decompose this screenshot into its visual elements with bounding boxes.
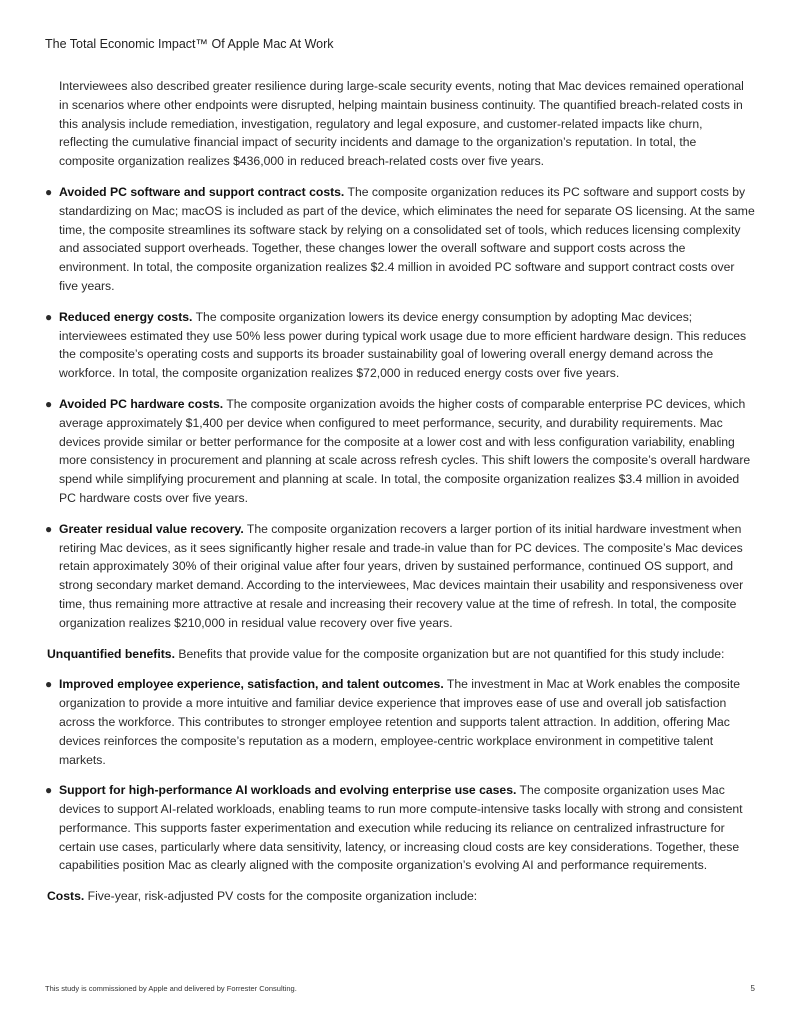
item-title: Greater residual value recovery.	[59, 521, 244, 536]
list-item	[45, 183, 755, 296]
item-text: The composite organization avoids the higher costs of comparable enterprise PC devices, which average approximately $1,400 per device when configured to meet performance, security, and durability requirements. Mac devices provide similar or better performance for the composite at a lower cost and with less configuration variability, enabling more consistency in procurement and planning at scale across refresh cycles. This shift lowers the composite’s overall hardware spend while simplifying procurement and planning at scale. In total, the composite organization realizes $3.4 million in avoided PC hardware costs over five years.	[59, 396, 751, 505]
bullet-icon: ●	[45, 677, 53, 692]
bullet-icon: ●	[45, 783, 53, 798]
bullet-icon: ●	[45, 309, 53, 324]
section-text: Five-year, risk-adjusted PV costs for the composite organization include:	[87, 889, 478, 904]
section-label: Costs.	[47, 889, 85, 904]
item-text: The composite organization recovers a larger portion of its initial hardware investment when retiring Mac devices, as it sees significantly higher resale and trade-in value than for PC devices. The composite’s Mac devices retain approximately 30% of their original value after four years, driven by sustained performance, continued OS support, and strong secondary market demand. According to the interviewees, Mac devices maintain their usability and responsiveness over time, thus remaining more attractive at resale and increasing their recovery value at the time of refresh. In total, the composite organization realizes $210,000 in residual value recovery over five years.	[59, 521, 744, 630]
item-title: Avoided PC software and support contract costs.	[59, 184, 345, 199]
item-title: Reduced energy costs.	[59, 309, 193, 324]
item-title: Avoided PC hardware costs.	[59, 396, 224, 411]
page-footer	[45, 984, 755, 993]
quantified-benefits-list	[45, 183, 755, 633]
running-header: The Total Economic Impact™ Of Apple Mac At Work	[45, 37, 334, 51]
item-text: The composite organization lowers its device energy consumption by adopting Mac devices; interviewees estimated they use 50% less power during typical work usage due to more efficient hardware design. This reduces the composite’s operating costs and supports its broader sustainability goal of lowering overall energy demand across the workforce. In total, the composite organization realizes $72,000 in reduced energy costs over five years.	[59, 309, 747, 381]
bullet-icon: ●	[45, 184, 53, 199]
list-item	[45, 520, 755, 633]
list-item	[45, 308, 755, 383]
item-title: Support for high-performance AI workloads and evolving enterprise use cases.	[59, 783, 517, 798]
page-number: 5	[750, 984, 755, 993]
main-content	[45, 77, 755, 918]
intro-paragraph: Interviewees also described greater resilience during large-scale security events, noting that Mac devices remained operational in scenarios where other endpoints were disrupted, helping maintain business continuity. The quantified breach-related costs in this analysis include remediation, investigation, regulatory and legal exposure, and customer-related impacts like churn, reflecting the cumulative financial impact of security incidents and damage to the organization’s reputation. In total, the composite organization realizes $436,000 in reduced breach-related costs over five years.	[59, 79, 744, 169]
list-item	[45, 781, 755, 875]
item-text: The composite organization reduces its PC software and support costs by standardizing on Mac; macOS is included as part of the device, which eliminates the need for separate OS licensing. At the same time, the composite streamlines its software stack by relying on a consolidated set of tools, which reduces licensing complexity and associated support overheads. Together, these changes lower the overall software and support costs across the environment. In total, the composite organization realizes $2.4 million in avoided PC software and support contract costs over five years.	[59, 184, 755, 293]
item-text: The composite organization uses Mac devices to support AI-related workloads, enabling teams to run more compute-intensive tasks locally with strong and consistent performance. This supports faster experimentation and execution while reducing its reliance on centralized infrastructure for certain use cases, particularly where data sensitivity, latency, or increasing cloud costs are key considerations. Together, these capabilities position Mac as clearly aligned with the composite organization’s evolving AI and performance requirements.	[59, 783, 743, 873]
list-item	[45, 395, 755, 508]
item-title: Improved employee experience, satisfaction, and talent outcomes.	[59, 677, 444, 692]
costs-paragraph	[45, 887, 755, 906]
section-label: Unquantified benefits.	[47, 646, 175, 661]
item-text: The investment in Mac at Work enables the composite organization to provide a more intuitive and familiar device experience that improves ease of use and overall job satisfaction across the workforce. This contributes to stronger employee retention and supports talent attraction. In addition, offering Mac devices reinforces the composite’s reputation as a modern, employee-centric workplace environment in competitive talent markets.	[59, 677, 740, 767]
footer-note: This study is commissioned by Apple and delivered by Forrester Consulting.	[45, 984, 297, 993]
unquantified-benefits-paragraph	[45, 645, 755, 664]
section-text: Benefits that provide value for the composite organization but are not quantified for this study include:	[178, 646, 725, 661]
bullet-icon: ●	[45, 396, 53, 411]
unquantified-benefits-list	[45, 675, 755, 875]
list-item	[45, 675, 755, 769]
bullet-icon: ●	[45, 521, 53, 536]
